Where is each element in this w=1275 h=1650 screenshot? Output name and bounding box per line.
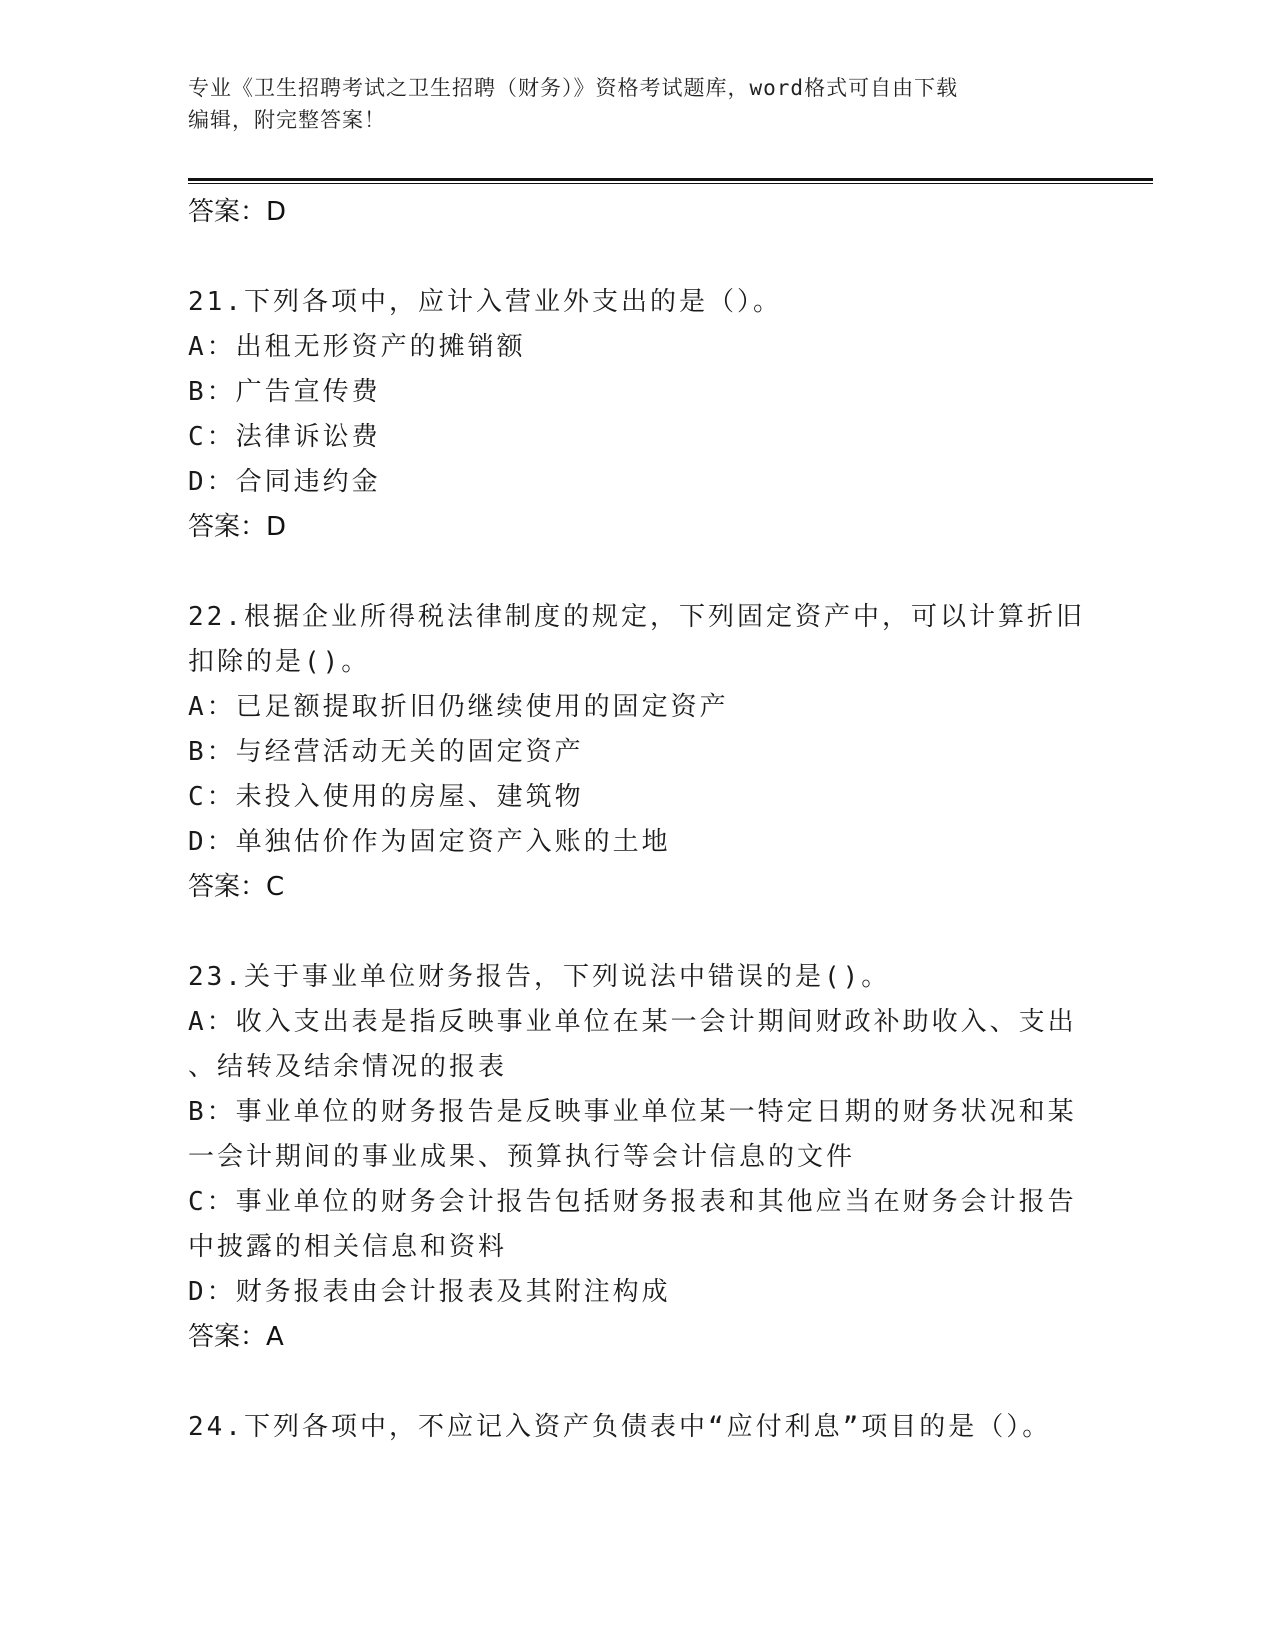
option-d — [188, 1270, 1088, 1315]
question-list — [188, 190, 1088, 1450]
option-c-line-2: 中披露的相关信息和资料 — [188, 1232, 508, 1262]
question-21 — [188, 280, 1088, 550]
option-a: A：出租无形资产的摊销额 — [188, 332, 526, 362]
option-a-line-2: 、结转及结余情况的报表 — [188, 1052, 508, 1082]
option-a-line-1: A：收入支出表是指反映事业单位在某一会计期间财政补助收入、支出 — [188, 1007, 1077, 1037]
answer-line: 答案：C — [188, 872, 285, 902]
option-a: A：已足额提取折旧仍继续使用的固定资产 — [188, 692, 729, 722]
question-stem-line-1: 22.根据企业所得税法律制度的规定，下列固定资产中，可以计算折旧 — [188, 602, 1085, 632]
question-stem: 21.下列各项中，应计入营业外支出的是（）。 — [188, 287, 782, 317]
question-23 — [188, 955, 1088, 1360]
option-b-line-1: B：事业单位的财务报告是反映事业单位某一特定日期的财务状况和某 — [188, 1097, 1077, 1127]
question-stem: 23.关于事业单位财务报告，下列说法中错误的是()。 — [188, 962, 891, 992]
header-divider-thin — [188, 183, 1153, 184]
question-stem: 24.下列各项中，不应记入资产负债表中“应付利息”项目的是（）。 — [188, 1412, 1052, 1442]
previous-answer: 答案：D — [188, 197, 287, 227]
header-divider-thick — [188, 178, 1153, 181]
option-b-line-2: 一会计期间的事业成果、预算执行等会计信息的文件 — [188, 1142, 856, 1172]
answer-line: 答案：D — [188, 512, 287, 542]
option-a — [188, 1000, 1088, 1090]
option-d: D：合同违约金 — [188, 467, 381, 497]
option-d-line-1: D：财务报表由会计报表及其附注构成 — [188, 1277, 671, 1307]
question-22 — [188, 595, 1088, 910]
answer-line: 答案：A — [188, 1322, 284, 1352]
option-b — [188, 1090, 1088, 1180]
option-b: B：与经营活动无关的固定资产 — [188, 737, 584, 767]
page-header — [188, 72, 1068, 136]
header-line-2: 编辑，附完整答案！ — [188, 108, 386, 132]
question-stem — [188, 595, 1088, 685]
option-b: B：广告宣传费 — [188, 377, 381, 407]
option-d: D：单独估价作为固定资产入账的土地 — [188, 827, 671, 857]
option-c — [188, 1180, 1088, 1270]
option-c-line-1: C：事业单位的财务会计报告包括财务报表和其他应当在财务会计报告 — [188, 1187, 1077, 1217]
header-line-1: 专业《卫生招聘考试之卫生招聘（财务）》资格考试题库，word格式可自由下载 — [188, 76, 959, 100]
option-c: C：法律诉讼费 — [188, 422, 381, 452]
option-c: C：未投入使用的房屋、建筑物 — [188, 782, 584, 812]
question-stem-line-2: 扣除的是()。 — [188, 647, 371, 677]
question-24 — [188, 1405, 1088, 1450]
